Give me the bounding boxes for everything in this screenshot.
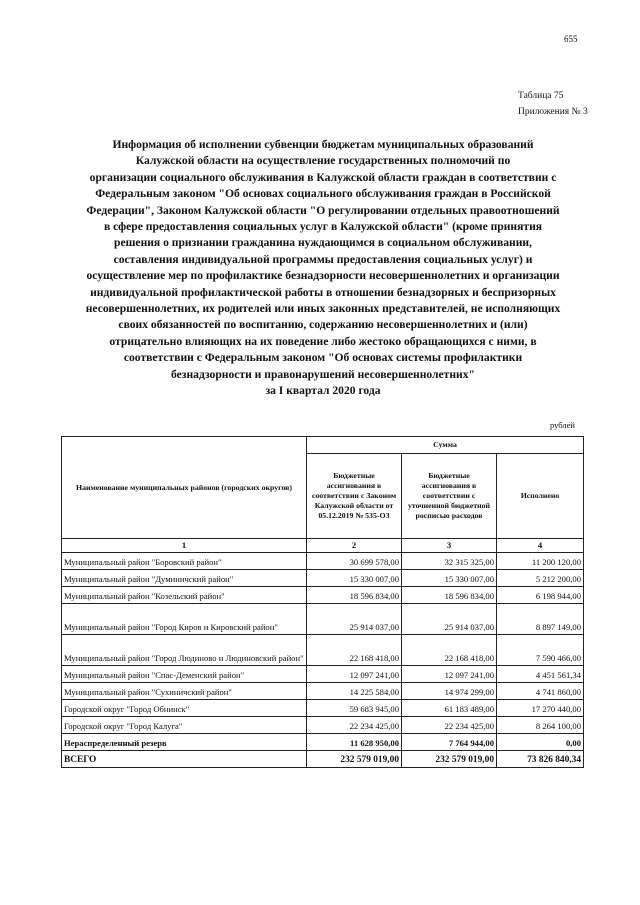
refined-allocation: 61 183 489,00	[402, 699, 497, 716]
table-ref-line1: Таблица 75	[518, 91, 564, 101]
reserve-label: Нераспределенный резерв	[62, 733, 307, 750]
municipality-name: Городской округ "Город Калуга"	[62, 716, 307, 733]
executed-amount: 4 451 561,34	[497, 665, 584, 682]
title-line: соответствии с Федеральным законом "Об основах системы профилактики	[123, 351, 523, 365]
municipality-name: Муниципальный район "Козельский район"	[62, 586, 307, 603]
column-number: 3	[402, 539, 497, 553]
header-law-allocation: Бюджетные ассигнования в соответствии с Законом Калужской области от 05.12.2019 № 535-ОЗ	[307, 454, 402, 539]
header-sum: Сумма	[307, 437, 584, 454]
executed-amount: 6 198 944,00	[497, 586, 584, 603]
municipality-name: Городской округ "Город Обнинск"	[62, 699, 307, 716]
refined-allocation: 14 974 299,00	[402, 682, 497, 699]
column-number: 2	[307, 539, 402, 553]
header-executed: Исполнено	[497, 454, 584, 539]
units-label: рублей	[550, 420, 575, 430]
municipality-name: Муниципальный район "Город Людиново и Людиновский район"	[62, 634, 307, 665]
title-line: решения о признании гражданина нуждающимся в социальном обслуживании,	[114, 236, 532, 250]
title-line: организации социального обслуживания в Калужской области граждан в соответствии с	[89, 170, 557, 184]
page-number: 655	[564, 34, 578, 44]
refined-allocation: 15 330 007,00	[402, 569, 497, 586]
municipality-name: Муниципальный район "Думиничский район"	[62, 569, 307, 586]
title-line-period: за I квартал 2020 года	[265, 384, 381, 398]
executed-amount: 7 590 466,00	[497, 634, 584, 665]
refined-allocation: 12 097 241,00	[402, 665, 497, 682]
reserve-executed: 0,00	[497, 733, 584, 750]
municipality-name: Муниципальный район "Боровский район"	[62, 552, 307, 569]
law-allocation: 12 097 241,00	[307, 665, 402, 682]
header-municipality: Наименование муниципальных районов (городских округов)	[62, 437, 307, 539]
title-line: в сфере предоставления социальных услуг в Калужской области" (кроме принятия	[103, 220, 543, 234]
law-allocation: 22 168 418,00	[307, 634, 402, 665]
municipality-name: Муниципальный район "Город Киров и Кировский район"	[62, 603, 307, 634]
total-refined-allocation: 232 579 019,00	[402, 750, 497, 767]
title-line: индивидуальной профилактической работы в отношении безнадзорных и беспризорных	[90, 285, 556, 299]
law-allocation: 22 234 425,00	[307, 716, 402, 733]
header-refined-allocation: Бюджетные ассигнования в соответствии с уточненной бюджетной росписью расходов	[402, 454, 497, 539]
title-line: Информация об исполнении субвенции бюджетам муниципальных образований	[112, 138, 534, 151]
title-line: Федеральным законом "Об основах социального обслуживания граждан в Российской	[95, 187, 551, 201]
law-allocation: 59 683 945,00	[307, 699, 402, 716]
municipality-name: Муниципальный район "Сухиничский район"	[62, 682, 307, 699]
refined-allocation: 32 315 325,00	[402, 552, 497, 569]
table-reference	[518, 88, 588, 120]
law-allocation: 30 699 578,00	[307, 552, 402, 569]
column-number: 1	[62, 539, 307, 553]
title-line: безнадзорности и правонарушений несовершеннолетних"	[171, 367, 475, 381]
title-line: несовершеннолетних, их родителей или иных законных представителей, не исполняющих	[85, 302, 561, 316]
table-ref-line2: Приложения № 3	[518, 107, 588, 117]
law-allocation: 25 914 037,00	[307, 603, 402, 634]
law-allocation: 18 596 834,00	[307, 586, 402, 603]
reserve-refined-allocation: 7 764 944,00	[402, 733, 497, 750]
total-label: ВСЕГО	[62, 750, 307, 767]
law-allocation: 14 225 584,00	[307, 682, 402, 699]
column-number-row	[62, 539, 584, 553]
executed-amount: 8 264 100,00	[497, 716, 584, 733]
refined-allocation: 22 168 418,00	[402, 634, 497, 665]
column-number: 4	[497, 539, 584, 553]
table-row	[62, 586, 584, 603]
document-title	[68, 137, 578, 400]
refined-allocation: 22 234 425,00	[402, 716, 497, 733]
executed-amount: 5 212 200,00	[497, 569, 584, 586]
reserve-law-allocation: 11 628 950,00	[307, 733, 402, 750]
table-row	[62, 682, 584, 699]
total-law-allocation: 232 579 019,00	[307, 750, 402, 767]
refined-allocation: 25 914 037,00	[402, 603, 497, 634]
table-row	[62, 699, 584, 716]
total-executed: 73 826 840,34	[497, 750, 584, 767]
title-line: осуществление мер по профилактике безнадзорности несовершеннолетних и организации	[86, 269, 560, 283]
title-line: отрицательно влияющих на их поведение либо жестоко обращающихся с ними, в	[109, 334, 537, 348]
refined-allocation: 18 596 834,00	[402, 586, 497, 603]
table-row	[62, 716, 584, 733]
table-row	[62, 665, 584, 682]
subvention-table	[61, 436, 584, 768]
executed-amount: 8 897 149,00	[497, 603, 584, 634]
table-row	[62, 552, 584, 569]
law-allocation: 15 330 007,00	[307, 569, 402, 586]
municipality-name: Муниципальный район "Спас-Деменский район"	[62, 665, 307, 682]
title-line: составления индивидуальной программы предоставления социальных услуг) и	[113, 252, 533, 266]
total-row	[62, 750, 584, 767]
executed-amount: 4 741 860,00	[497, 682, 584, 699]
table-row	[62, 634, 584, 665]
table-row	[62, 603, 584, 634]
title-line: Калужской области на осуществление государственных полномочий по	[135, 154, 511, 168]
table-row	[62, 569, 584, 586]
executed-amount: 17 270 440,00	[497, 699, 584, 716]
title-line: Федерации", Законом Калужской области "О регулировании отдельных правоотношений	[86, 203, 560, 217]
executed-amount: 11 200 120,00	[497, 552, 584, 569]
reserve-row	[62, 733, 584, 750]
title-line: своих обязанностей по воспитанию, содержанию несовершеннолетних и (или)	[118, 318, 528, 332]
